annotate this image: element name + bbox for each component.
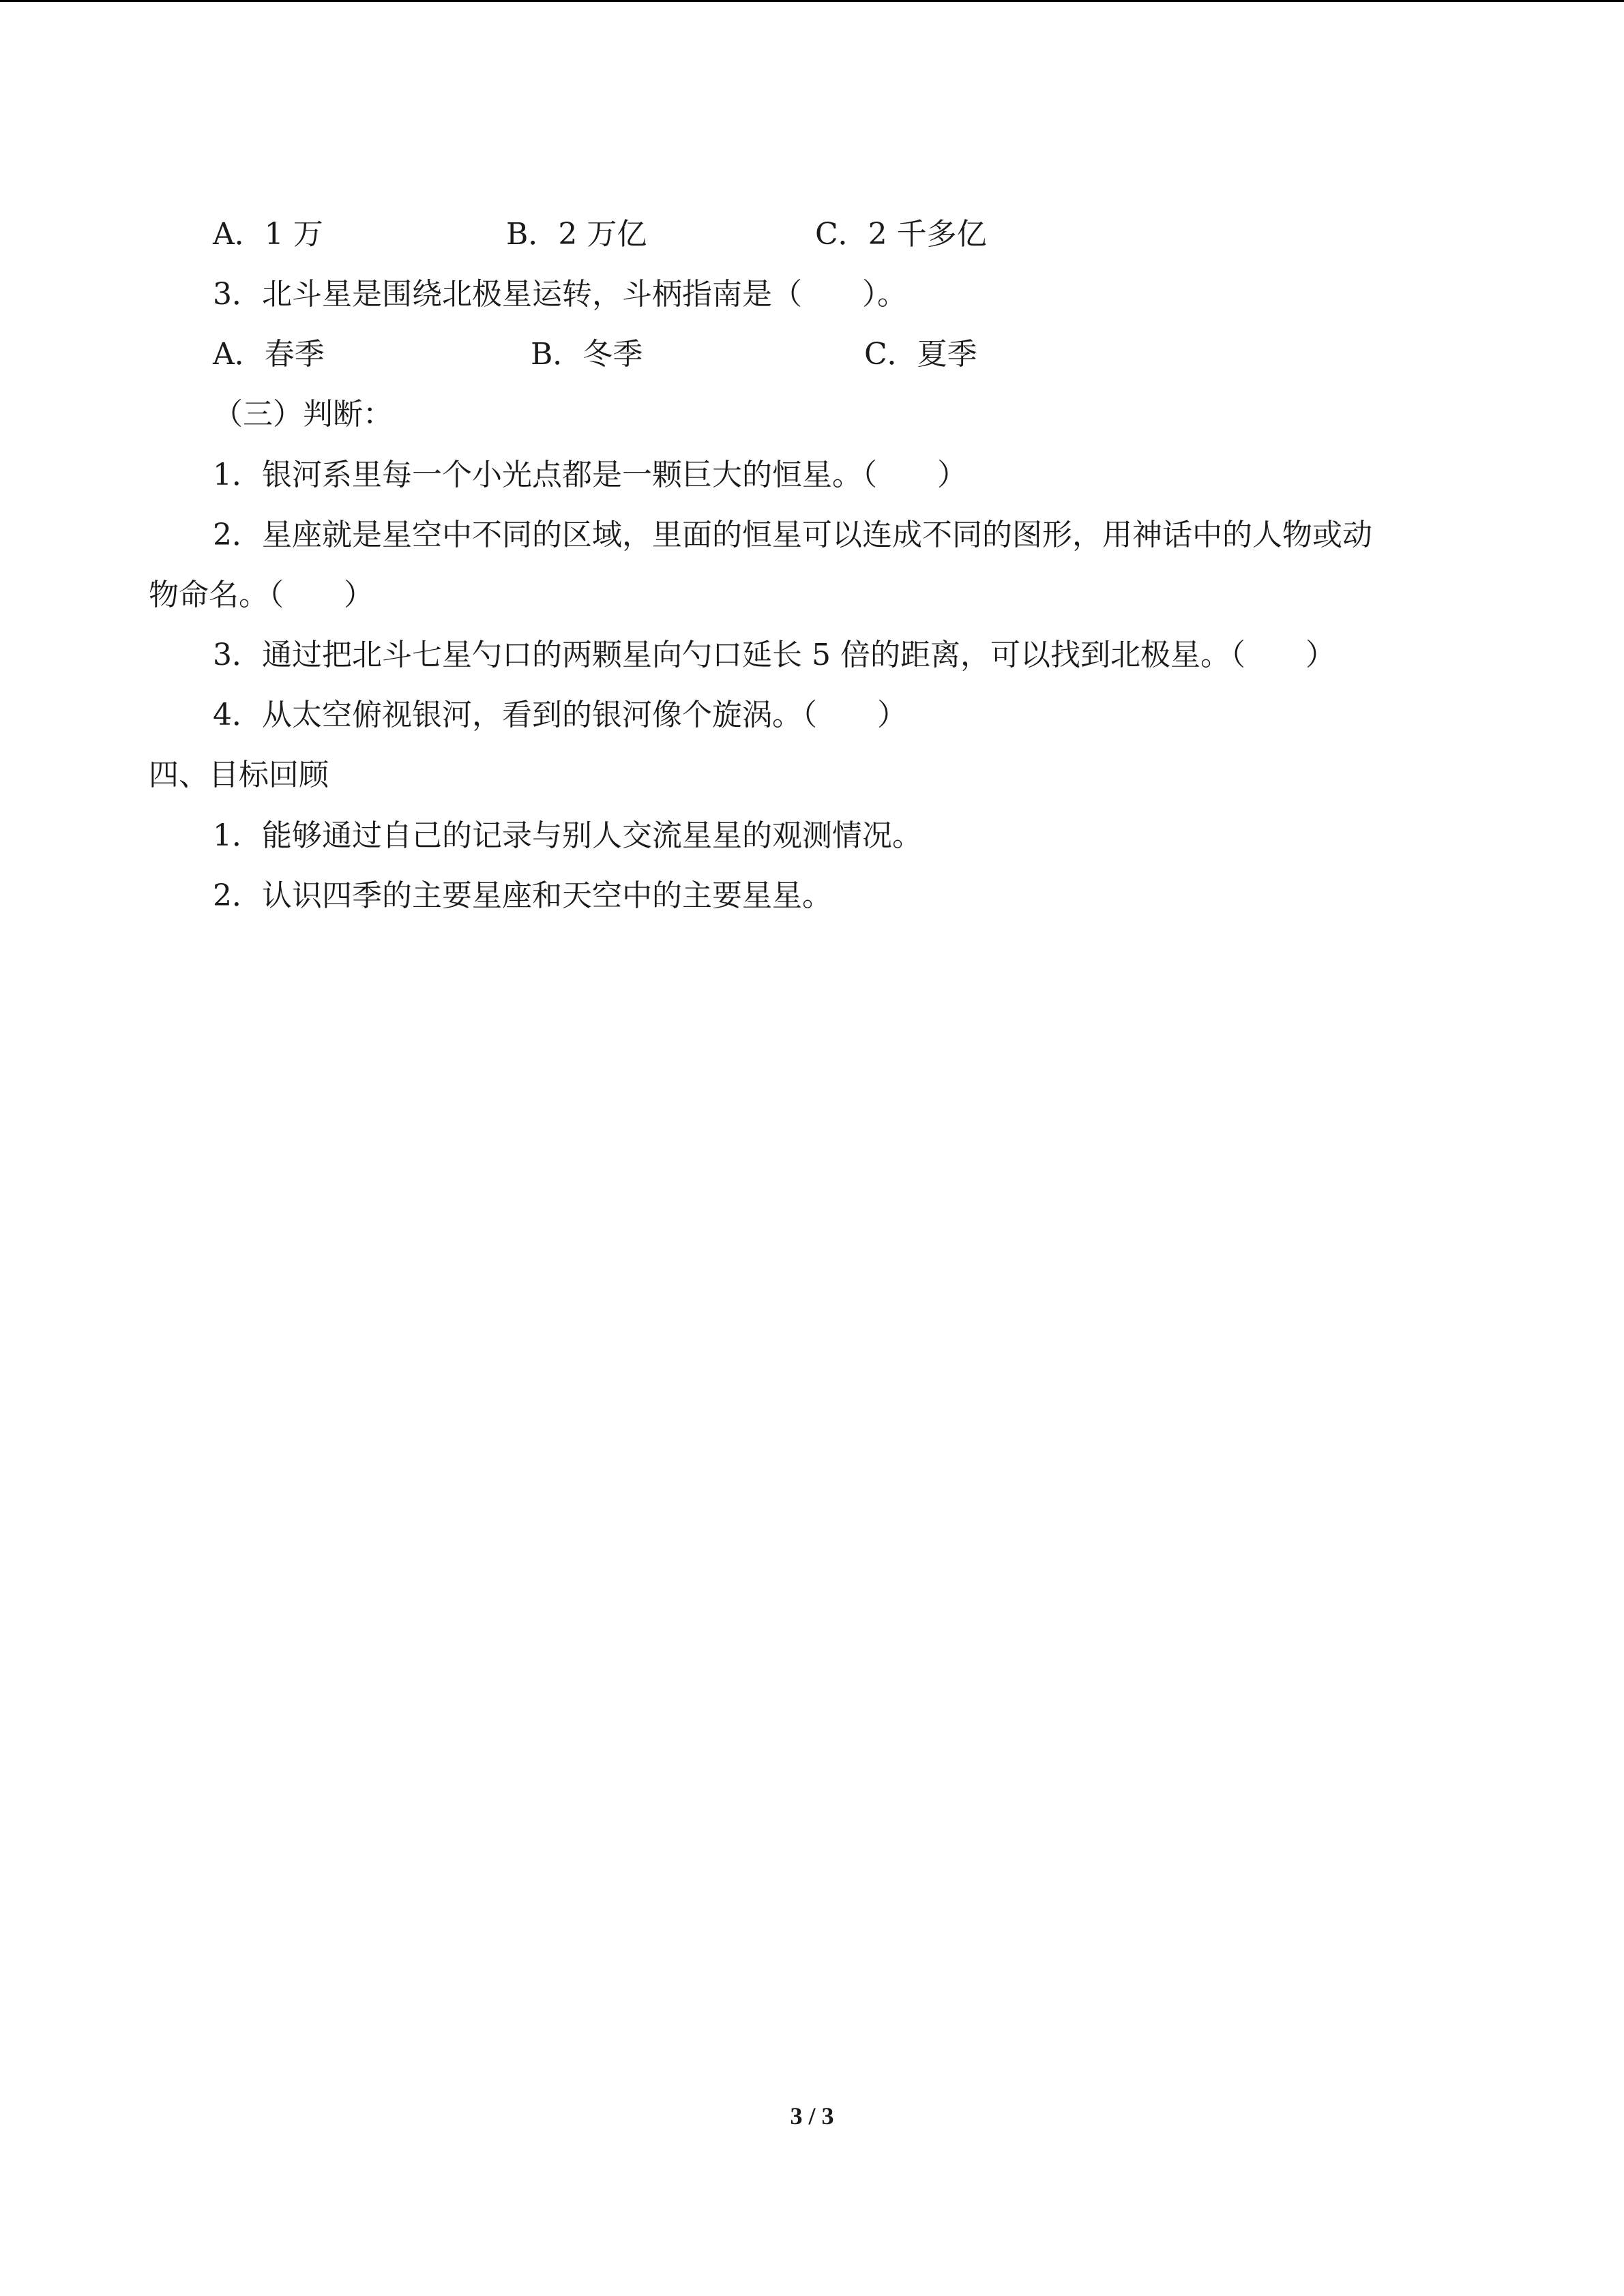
q3-stem: 3．北斗星是围绕北极星运转，斗柄指南是（ ）。: [213, 277, 907, 312]
q2-option-b: B．2 万亿: [506, 217, 647, 252]
q2-option-c: C．2 千多亿: [815, 217, 987, 252]
q2-option-a: A．1 万: [213, 217, 323, 252]
judgment-item-2-continued: 物命名。（ ）: [149, 578, 374, 612]
judgment-heading: （三）判断：: [213, 397, 393, 432]
review-item-2: 2．认识四季的主要星座和天空中的主要星星。: [213, 878, 832, 913]
judgment-item-3: 3．通过把北斗七星勺口的两颗星向勺口延长 5 倍的距离，可以找到北极星。（ ）: [213, 638, 1335, 672]
q3-option-b: B．冬季: [531, 337, 643, 372]
judgment-item-4: 4．从太空俯视银河，看到的银河像个旋涡。（ ）: [213, 698, 907, 732]
judgment-item-1: 1．银河系里每一个小光点都是一颗巨大的恒星。（ ）: [213, 458, 967, 492]
page-number: 3 / 3: [790, 2102, 834, 2130]
q3-option-c: C．夏季: [864, 337, 977, 372]
review-heading: 四、目标回顾: [149, 758, 329, 792]
judgment-item-2: 2．星座就是星空中不同的区域，里面的恒星可以连成不同的图形，用神话中的人物或动: [213, 518, 1372, 552]
q3-option-a: A．春季: [213, 337, 325, 372]
review-item-1: 1．能够通过自己的记录与别人交流星星的观测情况。: [213, 818, 922, 853]
